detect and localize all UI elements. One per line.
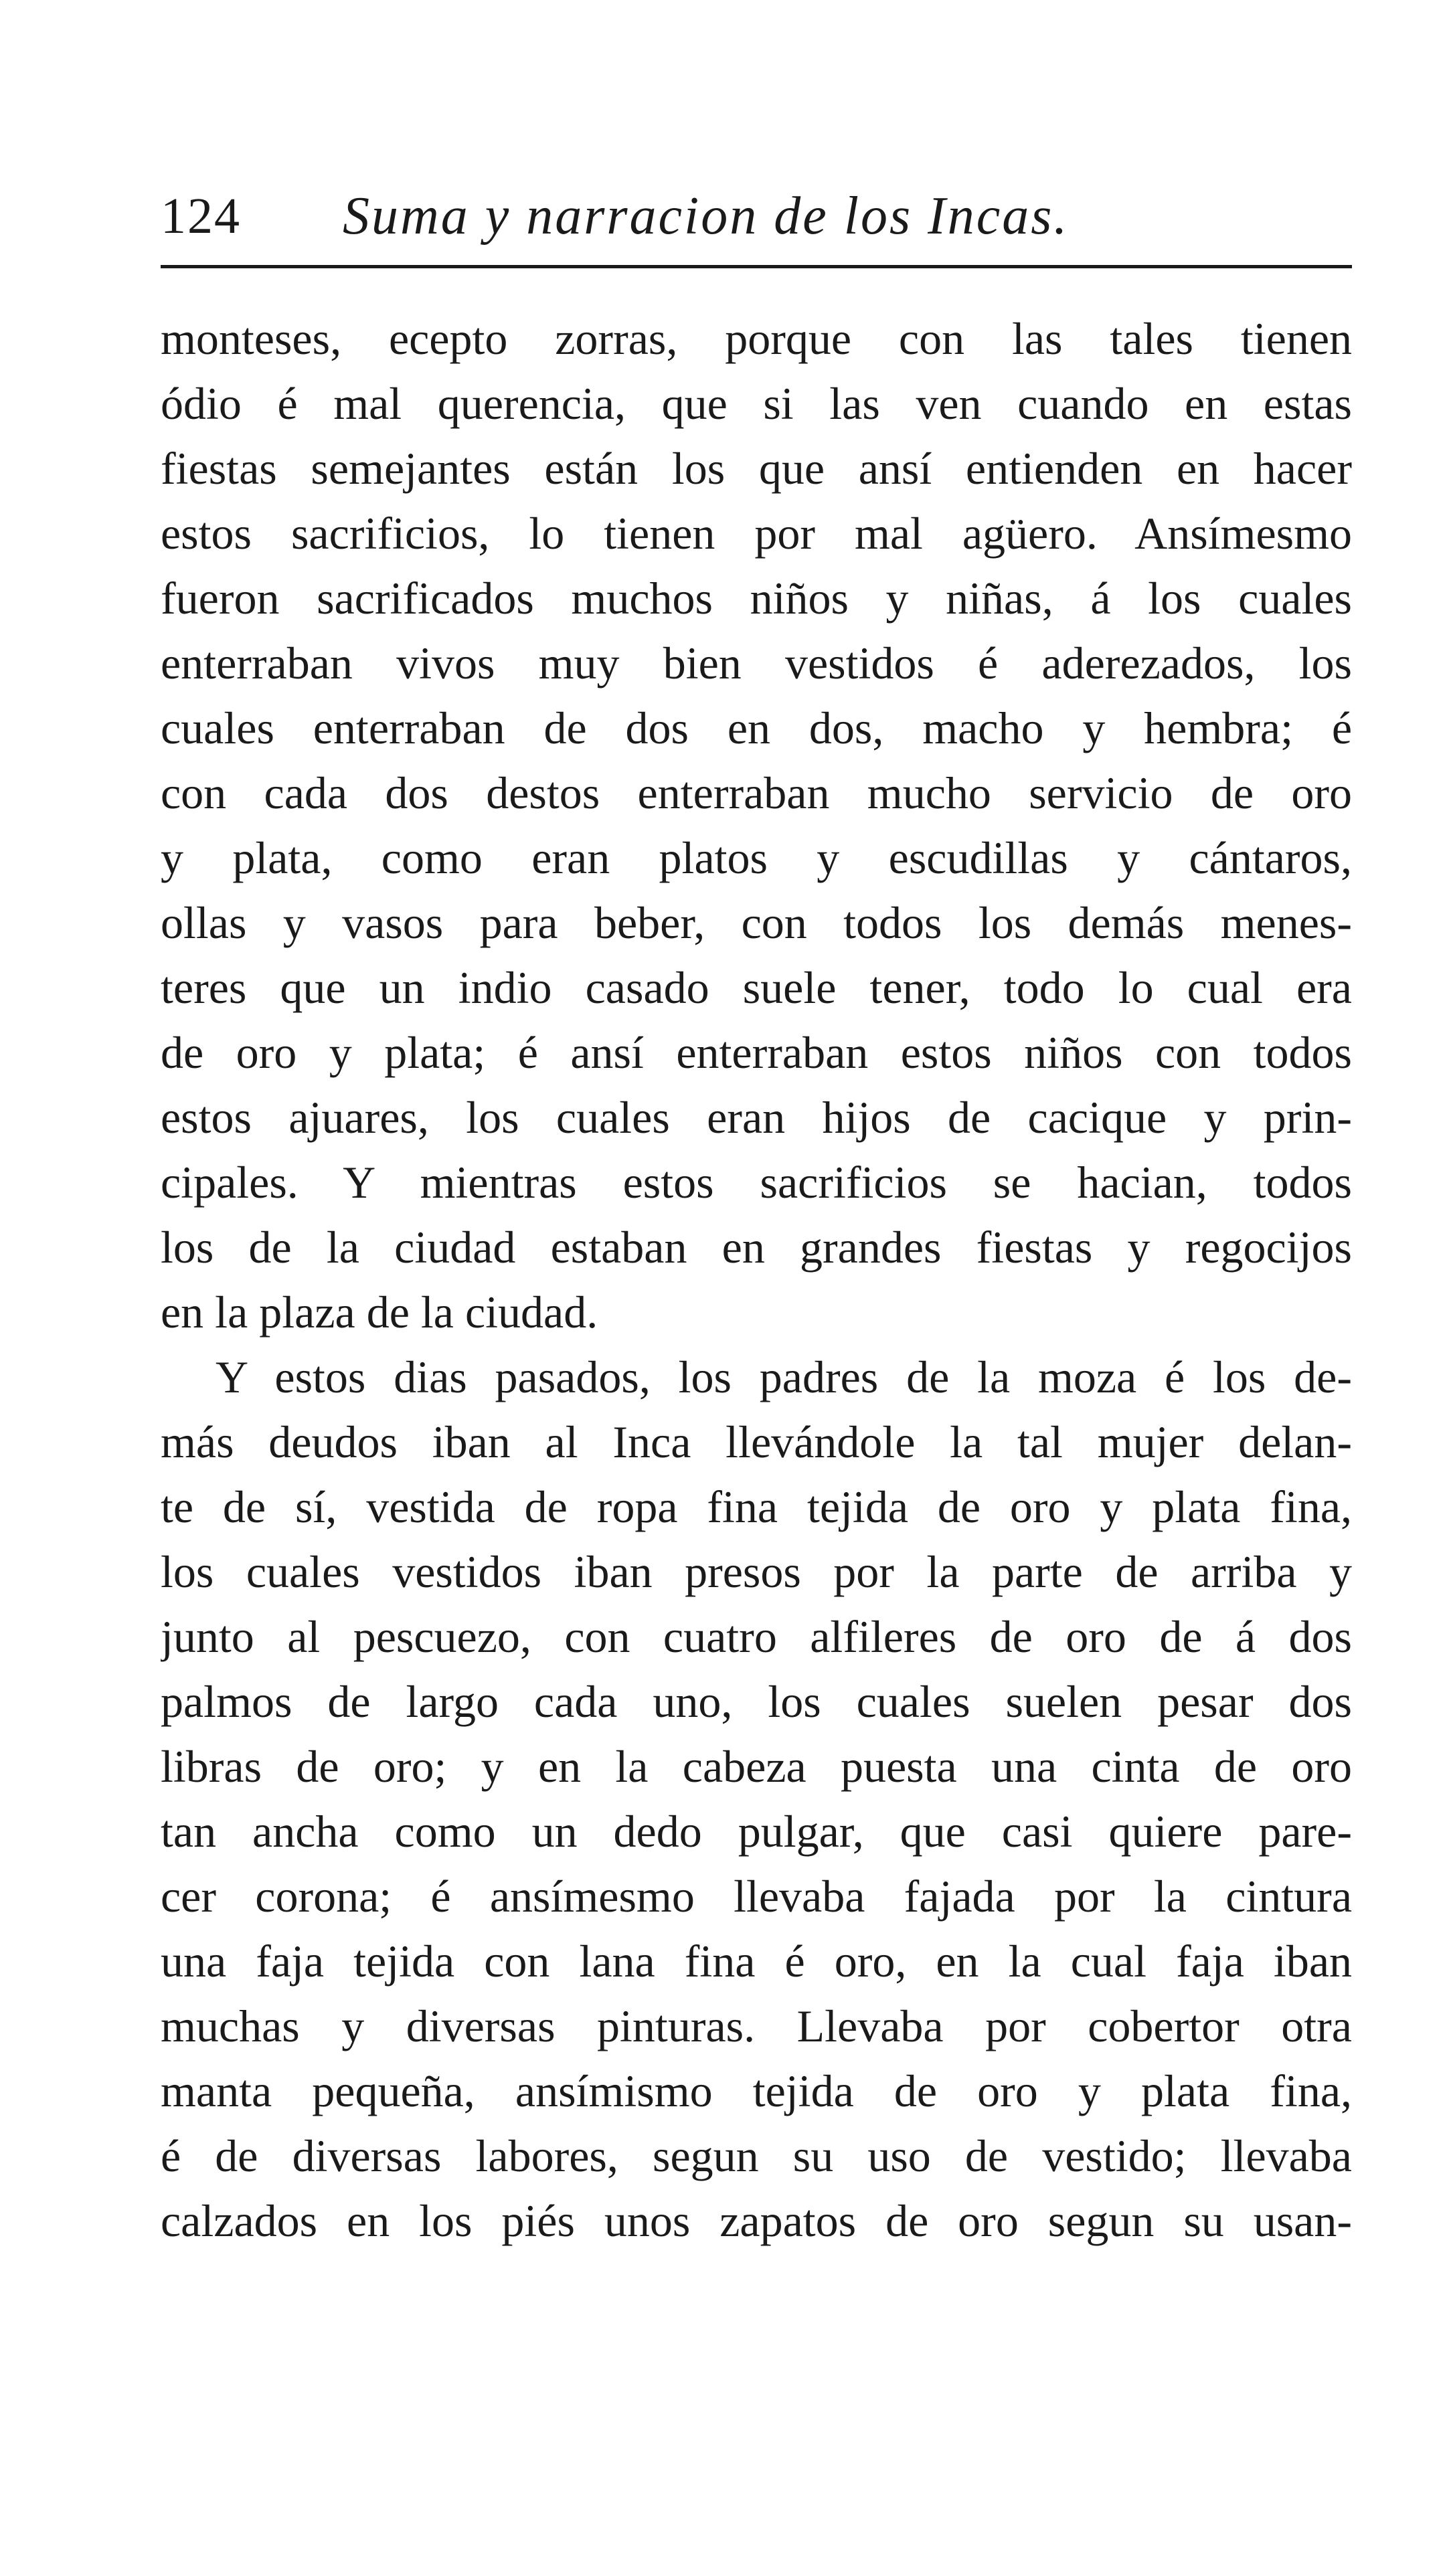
text-line: fueron sacrificados muchos niños y niñas, á los cuales xyxy=(161,573,1352,624)
text-line: palmos de largo cada uno, los cuales suelen pesar dos xyxy=(161,1676,1352,1727)
paragraph-2 xyxy=(161,1345,1352,2253)
text-line: en la plaza de la ciudad. xyxy=(161,1287,598,1338)
text-line: ollas y vasos para beber, con todos los demás menes- xyxy=(161,897,1352,948)
text-line: los cuales vestidos iban presos por la parte de arriba y xyxy=(161,1546,1352,1597)
text-line: muchas y diversas pinturas. Llevaba por cobertor otra xyxy=(161,2001,1352,2051)
text-line: te de sí, vestida de ropa fina tejida de oro y plata fina, xyxy=(161,1481,1352,1532)
text-line: junto al pescuezo, con cuatro alfileres de oro de á dos xyxy=(161,1611,1352,1662)
text-line: cer corona; é ansímesmo llevaba fajada por la cintura xyxy=(161,1871,1352,1922)
text-line: monteses, ecepto zorras, porque con las tales tienen xyxy=(161,313,1352,364)
text-line: los de la ciudad estaban en grandes fiestas y regocijos xyxy=(161,1222,1352,1273)
body-text xyxy=(161,306,1352,2253)
text-line: calzados en los piés unos zapatos de oro segun su usan- xyxy=(161,2195,1352,2246)
text-line: enterraban vivos muy bien vestidos é aderezados, los xyxy=(161,638,1352,688)
text-line: y plata, como eran platos y escudillas y cántaros, xyxy=(161,832,1352,883)
text-line: con cada dos destos enterraban mucho servicio de oro xyxy=(161,767,1352,818)
text-line: fiestas semejantes están los que ansí entienden en hacer xyxy=(161,443,1352,494)
text-line: libras de oro; y en la cabeza puesta una cinta de oro xyxy=(161,1741,1352,1792)
text-line: de oro y plata; é ansí enterraban estos niños con todos xyxy=(161,1027,1352,1078)
text-line: una faja tejida con lana fina é oro, en la cual faja iban xyxy=(161,1936,1352,1987)
text-line: ódio é mal querencia, que si las ven cuando en estas xyxy=(161,378,1352,429)
running-title: Suma y narracion de los Incas. xyxy=(343,187,1070,246)
header-rule xyxy=(161,265,1352,268)
text-line: cipales. Y mientras estos sacrificios se hacian, todos xyxy=(161,1157,1352,1208)
text-line: tan ancha como un dedo pulgar, que casi quiere pare- xyxy=(161,1806,1352,1857)
text-line: teres que un indio casado suele tener, todo lo cual era xyxy=(161,962,1352,1013)
page-number: 124 xyxy=(161,188,241,244)
text-line: é de diversas labores, segun su uso de vestido; llevaba xyxy=(161,2130,1352,2181)
text-line: estos ajuares, los cuales eran hijos de cacique y prin- xyxy=(161,1092,1352,1143)
page-header xyxy=(161,179,1352,253)
text-line: cuales enterraban de dos en dos, macho y hembra; é xyxy=(161,703,1352,753)
text-line: estos sacrificios, lo tienen por mal agüero. Ansímesmo xyxy=(161,508,1352,559)
text-line: manta pequeña, ansímismo tejida de oro y plata fina, xyxy=(161,2065,1352,2116)
text-line: más deudos iban al Inca llevándole la tal mujer delan- xyxy=(161,1416,1352,1467)
text-line: Y estos dias pasados, los padres de la moza é los de- xyxy=(216,1352,1352,1402)
paragraph-1 xyxy=(161,306,1352,1345)
